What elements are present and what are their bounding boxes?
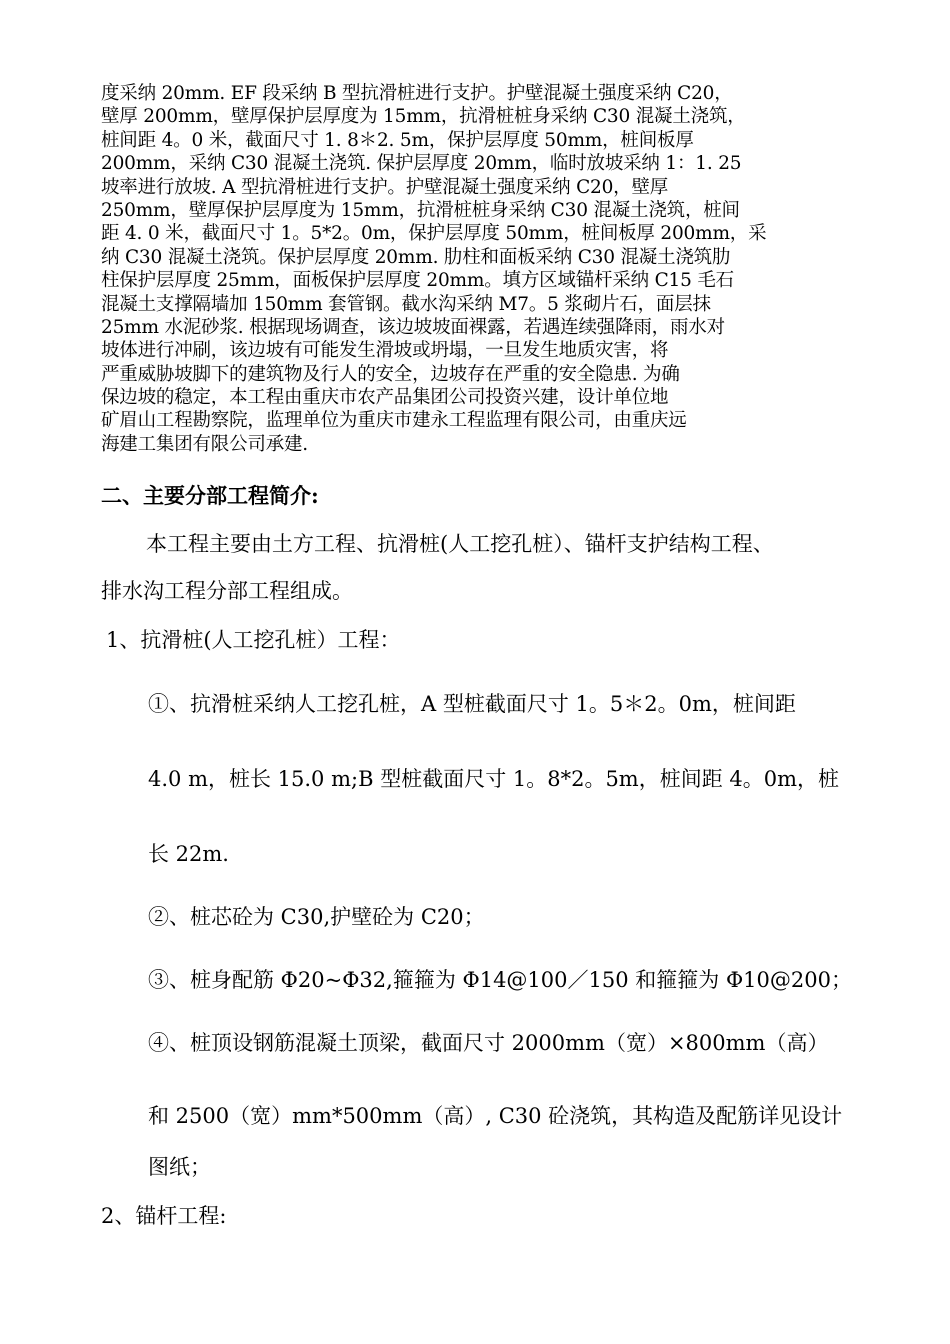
paragraph-line: 坡体进行冲刷，该边坡有可能发生滑坡或坍塌，一旦发生地质灾害，将 bbox=[101, 340, 669, 362]
paragraph-line: 25mm 水泥砂浆. 根据现场调查，该边坡坡面裸露，若遇连续强降雨，雨水对 bbox=[101, 316, 725, 338]
item2-line: ②、桩芯砼为 C30,护壁砼为 C20； bbox=[148, 905, 485, 929]
item4-line-2: 和 2500（宽）mm*500mm（高）, C30 砼浇筑，其构造及配筋详见设计 bbox=[148, 1104, 843, 1128]
paragraph-line: 桩间距 4。0 米，截面尺寸 1. 8＊2. 5m，保护层厚度 50mm，桩间板厚 bbox=[101, 129, 694, 151]
section2-title: 2、锚杆工程: bbox=[101, 1204, 227, 1228]
paragraph-line: 距 4. 0 米，截面尺寸 1。5*2。0m，保护层厚度 50mm，桩间板厚 200mm，采 bbox=[101, 223, 767, 245]
paragraph-line: 柱保护层厚度 25mm，面板保护层厚度 20mm。填方区域锚杆采纳 C15 毛石 bbox=[101, 270, 734, 292]
item4-line-1: ④、桩顶设钢筋混凝土顶梁，截面尺寸 2000mm（宽）×800mm（高） bbox=[148, 1031, 829, 1055]
paragraph-line: 度采纳 20mm. EF 段采纳 B 型抗滑桩进行支护。护壁混凝土强度采纳 C20， bbox=[101, 83, 733, 104]
dense-paragraph bbox=[101, 82, 871, 456]
intro-line-1: 本工程主要由土方工程、抗滑桩(人工挖孔桩）、锚杆支护结构工程、 bbox=[146, 532, 774, 556]
intro-line-2: 排水沟工程分部工程组成。 bbox=[101, 579, 353, 603]
paragraph-line: 海建工集团有限公司承建. bbox=[101, 433, 308, 455]
paragraph-line: 矿眉山工程勘察院，监理单位为重庆市建永工程监理有限公司，由重庆远 bbox=[101, 410, 687, 432]
paragraph-line: 坡率进行放坡. A 型抗滑桩进行支护。护壁混凝土强度采纳 C20，壁厚 bbox=[101, 176, 669, 198]
item4-line-3: 图纸； bbox=[148, 1155, 211, 1179]
paragraph-line: 混凝土支撑隔墙加 150mm 套管钢。截水沟采纳 M7。5 浆砌片石，面层抹 bbox=[101, 293, 711, 315]
item3-line: ③、桩身配筋 Φ20~Φ32,箍箍为 Φ14@100／150 和箍箍为 Φ10@200； bbox=[148, 968, 852, 992]
section-heading: 二、主要分部工程简介: bbox=[101, 483, 319, 508]
paragraph-line: 壁厚 200mm，壁厚保护层厚度为 15mm，抗滑桩桩身采纳 C30 混凝土浇筑， bbox=[101, 106, 746, 128]
item1-line-2: 4.0 m，桩长 15.0 m;B 型桩截面尺寸 1。8*2。5m，桩间距 4。0m，桩 bbox=[148, 767, 840, 791]
paragraph-line: 严重威胁坡脚下的建筑物及行人的安全，边坡存在严重的安全隐患. 为确 bbox=[101, 363, 680, 385]
section1-title: 1、抗滑桩(人工挖孔桩）工程： bbox=[106, 628, 401, 652]
item1-line-3: 长 22m. bbox=[148, 842, 229, 866]
item1-line-1: ①、抗滑桩采纳人工挖孔桩，A 型桩截面尺寸 1。5＊2。0m，桩间距 bbox=[148, 692, 796, 716]
paragraph-line: 250mm，壁厚保护层厚度为 15mm，抗滑桩桩身采纳 C30 混凝土浇筑，桩间 bbox=[101, 199, 740, 221]
paragraph-line: 200mm，采纳 C30 混凝土浇筑. 保护层厚度 20mm，临时放坡采纳 1：1. 25 bbox=[101, 153, 742, 175]
paragraph-line: 纳 C30 混凝土浇筑。保护层厚度 20mm. 肋柱和面板采纳 C30 混凝土浇筑肋 bbox=[101, 246, 731, 268]
paragraph-line: 保边坡的稳定，本工程由重庆市农产品集团公司投资兴建，设计单位地 bbox=[101, 387, 669, 409]
